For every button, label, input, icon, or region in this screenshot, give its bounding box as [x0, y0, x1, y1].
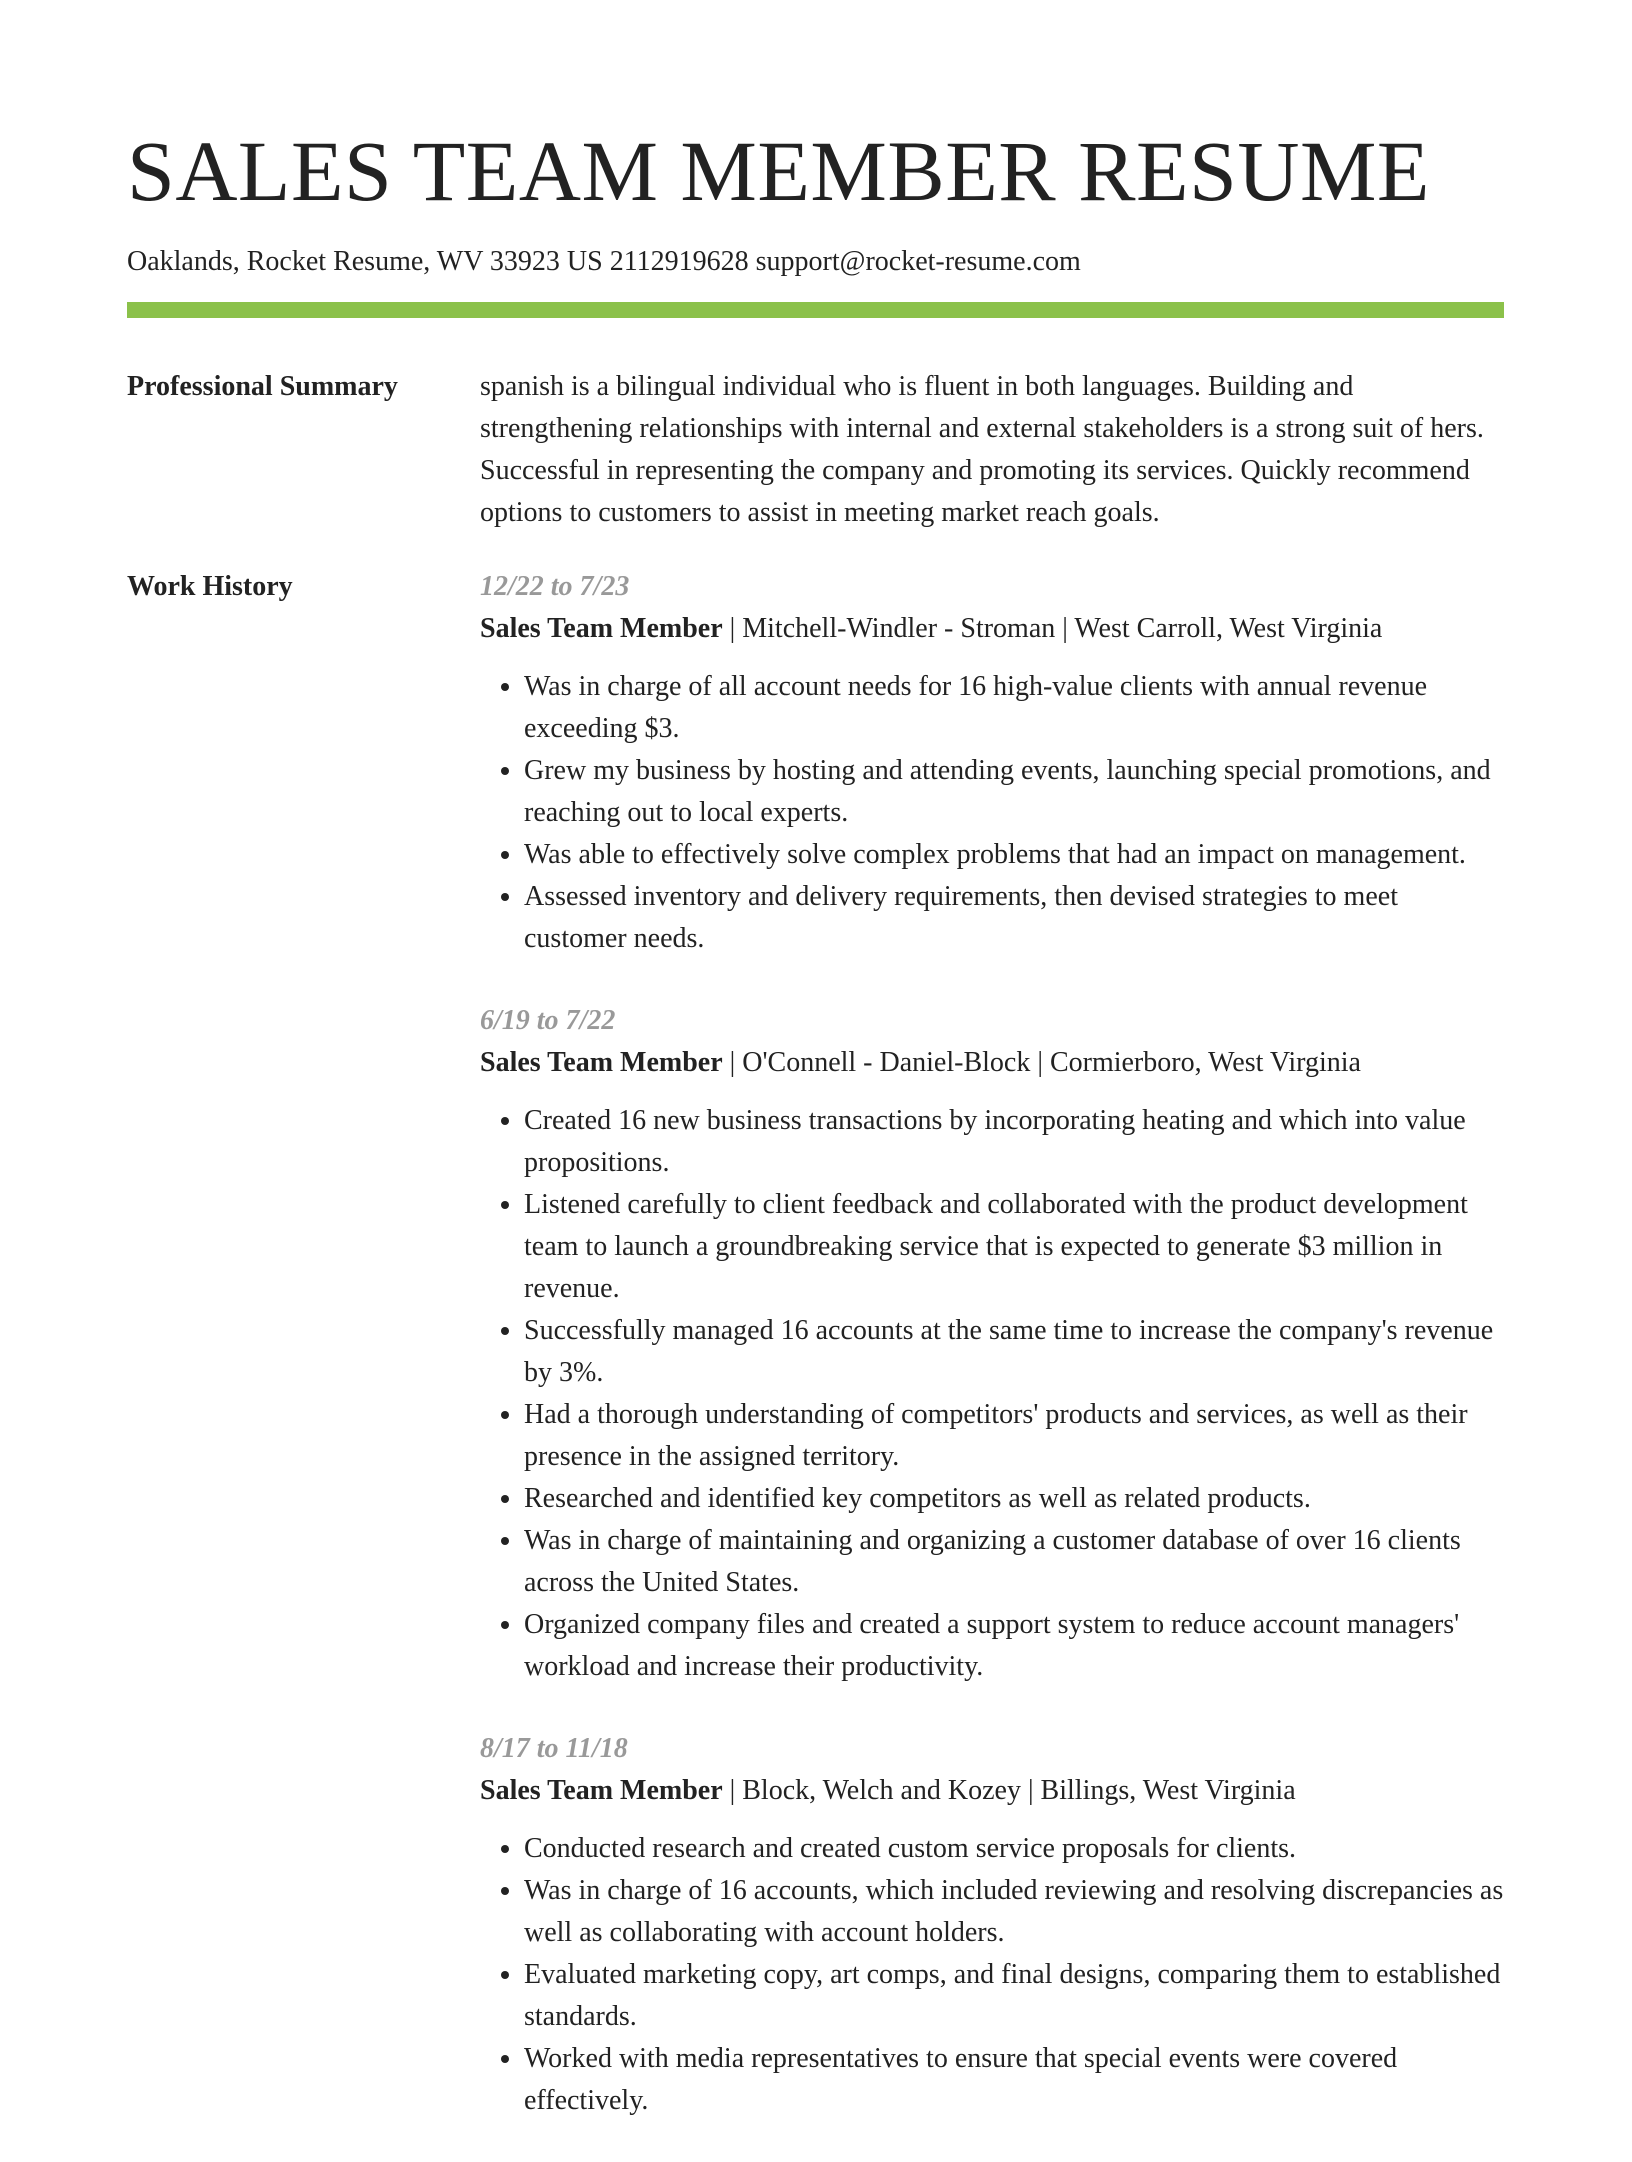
job-title: Sales Team Member [480, 1775, 723, 1806]
job-title: Sales Team Member [480, 613, 723, 644]
summary-text: spanish is a bilingual individual who is fluent in both languages. Building and strengthening relationships with internal and external stakeholders is a strong suit of hers. Successful in representing the company and promoting its services. Quickly recommend options to customers to assist in meeting market reach goals. [480, 371, 1484, 528]
job-bullets [480, 1100, 1504, 1688]
job-bullet: • Organized company files and created a support system to reduce account managers' workload and increase their productivity. [524, 1604, 1504, 1688]
section-label-work-history: Work History [127, 571, 293, 602]
job-details: | Mitchell-Windler - Stroman | West Carroll, West Virginia [722, 613, 1383, 644]
resume-title: SALES TEAM MEMBER RESUME [127, 123, 1430, 219]
job-bullet: • Listened carefully to client feedback and collaborated with the product development team to launch a groundbreaking service that is expected to generate $3 million in revenue. [524, 1184, 1504, 1310]
job-bullet: • Assessed inventory and delivery requirements, then devised strategies to meet customer needs. [524, 876, 1504, 960]
job-heading [480, 1042, 1504, 1084]
job-entry [480, 1728, 1504, 2122]
job-bullet: • Researched and identified key competitors as well as related products. [524, 1478, 1504, 1520]
job-bullet: • Conducted research and created custom service proposals for clients. [524, 1828, 1504, 1870]
job-bullet: • Evaluated marketing copy, art comps, and final designs, comparing them to established standards. [524, 1954, 1504, 2038]
job-bullet: • Grew my business by hosting and attending events, launching special promotions, and reaching out to local experts. [524, 750, 1504, 834]
summary-body [480, 366, 1504, 534]
job-entry [480, 566, 1504, 960]
job-bullet: • Was in charge of maintaining and organizing a customer database of over 16 clients across the United States. [524, 1520, 1504, 1604]
job-details: | O'Connell - Daniel-Block | Cormierboro, West Virginia [722, 1047, 1361, 1078]
job-bullets [480, 666, 1504, 960]
job-bullets [480, 1828, 1504, 2122]
job-bullet: • Created 16 new business transactions by incorporating heating and which into value propositions. [524, 1100, 1504, 1184]
job-bullet: • Was able to effectively solve complex problems that had an impact on management. [524, 834, 1504, 876]
job-dates: 8/17 to 11/18 [480, 1733, 628, 1764]
job-bullet: • Worked with media representatives to ensure that special events were covered effectively. [524, 2038, 1504, 2122]
job-bullet: • Was in charge of 16 accounts, which included reviewing and resolving discrepancies as well as collaborating with account holders. [524, 1870, 1504, 1954]
job-bullet: • Had a thorough understanding of competitors' products and services, as well as their presence in the assigned territory. [524, 1394, 1504, 1478]
job-dates: 12/22 to 7/23 [480, 571, 630, 602]
professional-summary-section [127, 366, 1505, 534]
job-dates: 6/19 to 7/22 [480, 1005, 616, 1036]
job-bullet: • Was in charge of all account needs for 16 high-value clients with annual revenue exceeding $3. [524, 666, 1504, 750]
work-history-body [480, 566, 1504, 2162]
section-label-summary: Professional Summary [127, 371, 398, 402]
job-heading [480, 1770, 1504, 1812]
job-entry [480, 1000, 1504, 1688]
job-details: | Block, Welch and Kozey | Billings, West Virginia [722, 1775, 1296, 1806]
job-heading [480, 608, 1504, 650]
work-history-section [127, 566, 1505, 2162]
job-title: Sales Team Member [480, 1047, 723, 1078]
contact-line: Oaklands, Rocket Resume, WV 33923 US 2112919628 support@rocket-resume.com [127, 246, 1081, 277]
accent-divider [127, 302, 1504, 318]
job-bullet: • Successfully managed 16 accounts at the same time to increase the company's revenue by 3%. [524, 1310, 1504, 1394]
